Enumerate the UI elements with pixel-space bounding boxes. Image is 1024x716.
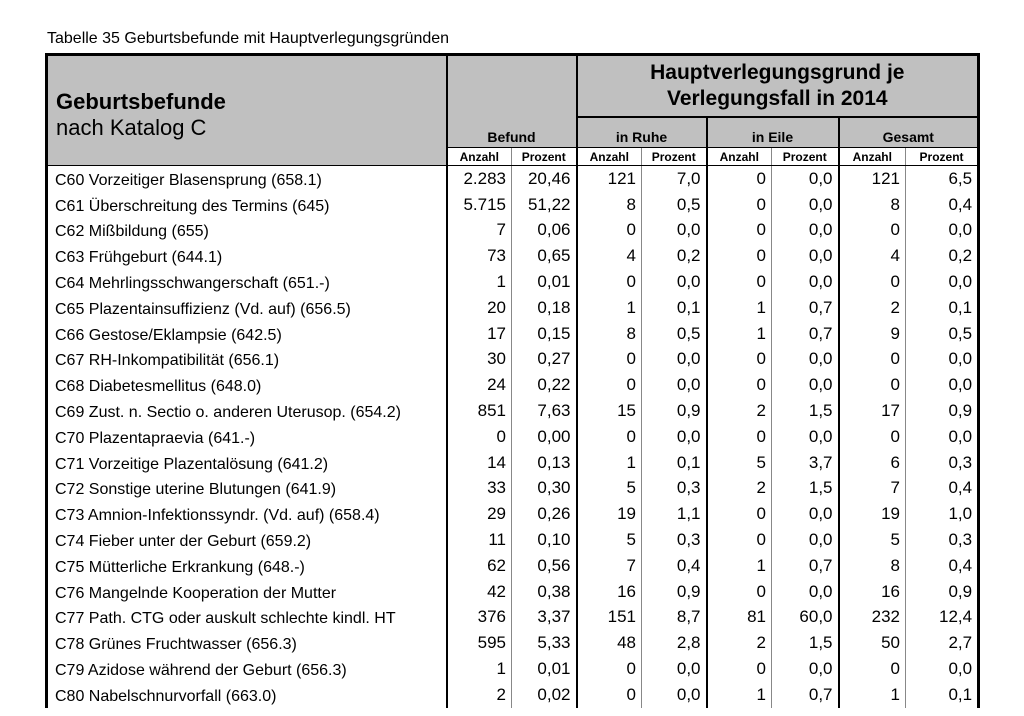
- befund-top-spacer: [447, 55, 577, 118]
- cell-prozent: 1,1: [642, 501, 707, 527]
- cell-prozent: 0,3: [642, 476, 707, 502]
- group-header: in Ruhe: [577, 117, 707, 148]
- cell-anzahl: 6: [839, 450, 906, 476]
- cell-prozent: 0,10: [512, 527, 577, 553]
- cell-prozent: 60,0: [772, 605, 839, 631]
- cell-anzahl: 1: [496, 272, 506, 292]
- cell-anzahl: 0: [839, 269, 906, 295]
- table-row: [47, 579, 979, 605]
- cell-anzahl: 0: [577, 347, 642, 373]
- cell-prozent: 0,0: [772, 166, 839, 192]
- sub-header-prozent: Prozent: [772, 148, 839, 166]
- cell-anzahl: 0: [577, 424, 642, 450]
- cell-anzahl: 62: [487, 555, 506, 575]
- cell-anzahl: 0: [707, 372, 772, 398]
- table-row: [47, 321, 979, 347]
- cell-anzahl: 0: [577, 372, 642, 398]
- sub-header-anzahl: Anzahl: [839, 148, 906, 166]
- cell-anzahl: 2: [707, 476, 772, 502]
- cell-anzahl: 7: [496, 220, 506, 240]
- cell-prozent: 1,5: [772, 630, 839, 656]
- cell-anzahl: 73: [487, 246, 506, 266]
- cell-anzahl: 19: [577, 501, 642, 527]
- cell-prozent: 0,38: [512, 579, 577, 605]
- cell-prozent: 0,7: [772, 553, 839, 579]
- cell-anzahl: 1: [577, 450, 642, 476]
- cell-prozent: 0,0: [642, 372, 707, 398]
- table-row: [47, 243, 979, 269]
- cell-anzahl: 0: [707, 166, 772, 192]
- row-label: C69 Zust. n. Sectio o. anderen Uterusop. (654.2): [47, 398, 447, 424]
- cell-anzahl: 1: [707, 321, 772, 347]
- table-row: [47, 656, 979, 682]
- cell-prozent: 0,7: [772, 321, 839, 347]
- cell-prozent: 0,26: [512, 501, 577, 527]
- cell-prozent: 0,3: [642, 527, 707, 553]
- group-header: Befund: [447, 117, 577, 148]
- cell-prozent: 0,30: [512, 476, 577, 502]
- table-row: [47, 682, 979, 708]
- cell-prozent: 0,0: [772, 527, 839, 553]
- cell-anzahl: 0: [707, 656, 772, 682]
- table-row: [47, 501, 979, 527]
- cell-anzahl: 17: [839, 398, 906, 424]
- cell-prozent: 7,63: [512, 398, 577, 424]
- cell-prozent: 12,4: [906, 605, 979, 631]
- cell-prozent: 0,2: [906, 243, 979, 269]
- cell-prozent: 0,7: [772, 295, 839, 321]
- cell-prozent: 0,1: [906, 682, 979, 708]
- cell-prozent: 6,5: [906, 166, 979, 192]
- cell-anzahl: 19: [839, 501, 906, 527]
- cell-anzahl: 0: [577, 269, 642, 295]
- row-label: C79 Azidose während der Geburt (656.3): [47, 656, 447, 682]
- cell-prozent: 8,7: [642, 605, 707, 631]
- cell-prozent: 1,5: [772, 398, 839, 424]
- cell-anzahl: 232: [839, 605, 906, 631]
- cell-prozent: 0,4: [906, 192, 979, 218]
- row-header-title: Geburtsbefunde: [56, 89, 226, 114]
- cell-prozent: 0,9: [642, 398, 707, 424]
- cell-anzahl: 0: [839, 656, 906, 682]
- cell-anzahl: 0: [707, 218, 772, 244]
- table-body: [47, 166, 979, 708]
- cell-anzahl: 16: [839, 579, 906, 605]
- cell-anzahl: 0: [707, 269, 772, 295]
- cell-anzahl: 8: [577, 192, 642, 218]
- cell-prozent: 0,27: [512, 347, 577, 373]
- row-label: C61 Überschreitung des Termins (645): [47, 192, 447, 218]
- cell-prozent: 2,8: [642, 630, 707, 656]
- cell-anzahl: 2: [839, 295, 906, 321]
- cell-prozent: 0,0: [906, 218, 979, 244]
- cell-anzahl: 2: [707, 630, 772, 656]
- cell-anzahl: 5: [839, 527, 906, 553]
- cell-anzahl: 8: [839, 192, 906, 218]
- cell-anzahl: 595: [477, 633, 506, 653]
- cell-prozent: 0,22: [512, 372, 577, 398]
- cell-prozent: 0,15: [512, 321, 577, 347]
- cell-prozent: 2,7: [906, 630, 979, 656]
- cell-prozent: 0,1: [642, 295, 707, 321]
- cell-prozent: 0,9: [906, 398, 979, 424]
- cell-anzahl: 24: [487, 375, 506, 395]
- cell-prozent: 0,0: [906, 269, 979, 295]
- cell-anzahl: 0: [707, 527, 772, 553]
- cell-anzahl: 81: [707, 605, 772, 631]
- row-label: C77 Path. CTG oder auskult schlechte kindl. HT: [47, 605, 447, 631]
- row-label: C62 Mißbildung (655): [47, 218, 447, 244]
- cell-prozent: 0,0: [642, 269, 707, 295]
- cell-prozent: 0,3: [906, 450, 979, 476]
- cell-prozent: 3,7: [772, 450, 839, 476]
- cell-anzahl: 4: [577, 243, 642, 269]
- cell-anzahl: 11: [488, 530, 506, 550]
- main-title-line2: Verlegungsfall in 2014: [666, 87, 888, 110]
- cell-prozent: 0,65: [512, 243, 577, 269]
- cell-anzahl: 5: [707, 450, 772, 476]
- table-row: [47, 218, 979, 244]
- cell-anzahl: 1: [707, 295, 772, 321]
- cell-anzahl: 0: [577, 218, 642, 244]
- cell-anzahl: 15: [577, 398, 642, 424]
- cell-anzahl: 0: [577, 682, 642, 708]
- cell-prozent: 0,0: [772, 579, 839, 605]
- cell-anzahl: 5.715: [463, 194, 506, 214]
- cell-prozent: 7,0: [642, 166, 707, 192]
- cell-prozent: 0,5: [642, 192, 707, 218]
- cell-anzahl: 0: [707, 501, 772, 527]
- data-table: [45, 53, 980, 708]
- cell-prozent: 20,46: [512, 166, 577, 192]
- row-label: C76 Mangelnde Kooperation der Mutter: [47, 579, 447, 605]
- row-label: C70 Plazentapraevia (641.-): [47, 424, 447, 450]
- cell-anzahl: 17: [487, 323, 506, 343]
- row-label: C60 Vorzeitiger Blasensprung (658.1): [47, 166, 447, 192]
- cell-prozent: 0,9: [642, 579, 707, 605]
- table-row: [47, 269, 979, 295]
- cell-prozent: 0,3: [906, 527, 979, 553]
- cell-prozent: 0,0: [906, 347, 979, 373]
- cell-anzahl: 1: [707, 682, 772, 708]
- group-header: Gesamt: [839, 117, 979, 148]
- cell-anzahl: 50: [839, 630, 906, 656]
- row-header-subtitle: nach Katalog C: [56, 115, 207, 140]
- cell-prozent: 0,7: [772, 682, 839, 708]
- table-row: [47, 347, 979, 373]
- cell-anzahl: 0: [839, 372, 906, 398]
- cell-anzahl: 151: [577, 605, 642, 631]
- cell-prozent: 0,0: [642, 656, 707, 682]
- cell-prozent: 0,0: [772, 424, 839, 450]
- cell-prozent: 0,56: [512, 553, 577, 579]
- cell-prozent: 0,0: [772, 218, 839, 244]
- cell-prozent: 0,0: [772, 656, 839, 682]
- cell-anzahl: 5: [577, 527, 642, 553]
- cell-anzahl: 42: [487, 581, 506, 601]
- cell-prozent: 0,0: [772, 269, 839, 295]
- cell-anzahl: 29: [487, 504, 506, 524]
- main-title: [577, 55, 979, 118]
- cell-anzahl: 2.283: [463, 168, 506, 188]
- cell-anzahl: 2: [496, 684, 506, 704]
- cell-prozent: 0,0: [772, 372, 839, 398]
- cell-prozent: 0,0: [642, 424, 707, 450]
- cell-prozent: 3,37: [512, 605, 577, 631]
- cell-prozent: 0,1: [642, 450, 707, 476]
- cell-anzahl: 0: [707, 192, 772, 218]
- row-label: C66 Gestose/Eklampsie (642.5): [47, 321, 447, 347]
- cell-anzahl: 1: [577, 295, 642, 321]
- sub-header-anzahl: Anzahl: [577, 148, 642, 166]
- cell-prozent: 0,18: [512, 295, 577, 321]
- table-caption: Tabelle 35 Geburtsbefunde mit Hauptverlegungsgründen: [47, 30, 450, 47]
- cell-prozent: 0,01: [512, 656, 577, 682]
- row-label: C68 Diabetesmellitus (648.0): [47, 372, 447, 398]
- cell-prozent: 0,06: [512, 218, 577, 244]
- cell-anzahl: 0: [707, 347, 772, 373]
- cell-anzahl: 14: [487, 452, 506, 472]
- row-label: C78 Grünes Fruchtwasser (656.3): [47, 630, 447, 656]
- cell-anzahl: 8: [839, 553, 906, 579]
- table-row: [47, 476, 979, 502]
- group-header: in Eile: [707, 117, 839, 148]
- cell-prozent: 0,02: [512, 682, 577, 708]
- cell-anzahl: 851: [477, 401, 506, 421]
- row-label: C74 Fieber unter der Geburt (659.2): [47, 527, 447, 553]
- cell-prozent: 0,01: [512, 269, 577, 295]
- cell-anzahl: 0: [577, 656, 642, 682]
- table-row: [47, 630, 979, 656]
- cell-anzahl: 16: [577, 579, 642, 605]
- cell-prozent: 51,22: [512, 192, 577, 218]
- cell-prozent: 0,1: [906, 295, 979, 321]
- row-label: C73 Amnion-Infektionssyndr. (Vd. auf) (658.4): [47, 501, 447, 527]
- table-row: [47, 605, 979, 631]
- sub-header-prozent: Prozent: [512, 148, 577, 166]
- cell-anzahl: 1: [707, 553, 772, 579]
- sub-header-prozent: Prozent: [642, 148, 707, 166]
- row-header: [47, 55, 447, 166]
- cell-anzahl: 121: [577, 166, 642, 192]
- cell-anzahl: 0: [839, 347, 906, 373]
- cell-prozent: 0,4: [906, 476, 979, 502]
- table-row: [47, 192, 979, 218]
- table-row: [47, 553, 979, 579]
- cell-anzahl: 5: [577, 476, 642, 502]
- table-row: [47, 166, 979, 192]
- cell-anzahl: 1: [839, 682, 906, 708]
- cell-anzahl: 33: [487, 478, 506, 498]
- cell-anzahl: 0: [707, 424, 772, 450]
- cell-prozent: 0,0: [642, 347, 707, 373]
- cell-prozent: 0,0: [906, 424, 979, 450]
- row-label: C63 Frühgeburt (644.1): [47, 243, 447, 269]
- cell-anzahl: 7: [839, 476, 906, 502]
- cell-prozent: 0,5: [642, 321, 707, 347]
- cell-prozent: 0,2: [642, 243, 707, 269]
- cell-prozent: 0,0: [906, 372, 979, 398]
- sub-header-anzahl: Anzahl: [707, 148, 772, 166]
- row-label: C80 Nabelschnurvorfall (663.0): [47, 682, 447, 708]
- cell-anzahl: 0: [707, 243, 772, 269]
- row-label: C65 Plazentainsuffizienz (Vd. auf) (656.5): [47, 295, 447, 321]
- row-label: C64 Mehrlingsschwangerschaft (651.-): [47, 269, 447, 295]
- cell-anzahl: 30: [487, 349, 506, 369]
- table-row: [47, 372, 979, 398]
- row-label: C67 RH-Inkompatibilität (656.1): [47, 347, 447, 373]
- cell-anzahl: 0: [496, 426, 506, 446]
- cell-prozent: 0,4: [906, 553, 979, 579]
- cell-prozent: 0,0: [772, 192, 839, 218]
- sub-header-prozent: Prozent: [906, 148, 979, 166]
- row-label: C71 Vorzeitige Plazentalösung (641.2): [47, 450, 447, 476]
- table-row: [47, 398, 979, 424]
- cell-anzahl: 7: [577, 553, 642, 579]
- cell-prozent: 0,0: [772, 243, 839, 269]
- cell-prozent: 0,9: [906, 579, 979, 605]
- table-row: [47, 450, 979, 476]
- cell-anzahl: 8: [577, 321, 642, 347]
- cell-anzahl: 4: [839, 243, 906, 269]
- cell-anzahl: 376: [477, 607, 506, 627]
- cell-prozent: 1,0: [906, 501, 979, 527]
- cell-anzahl: 48: [577, 630, 642, 656]
- cell-anzahl: 9: [839, 321, 906, 347]
- table-row: [47, 424, 979, 450]
- cell-prozent: 0,0: [772, 501, 839, 527]
- cell-prozent: 0,5: [906, 321, 979, 347]
- cell-anzahl: 2: [707, 398, 772, 424]
- cell-anzahl: 1: [496, 659, 506, 679]
- row-label: C72 Sonstige uterine Blutungen (641.9): [47, 476, 447, 502]
- cell-anzahl: 20: [487, 297, 506, 317]
- cell-prozent: 0,00: [512, 424, 577, 450]
- table-row: [47, 295, 979, 321]
- cell-prozent: 0,0: [642, 682, 707, 708]
- cell-anzahl: 0: [707, 579, 772, 605]
- cell-prozent: 0,4: [642, 553, 707, 579]
- table-row: [47, 527, 979, 553]
- cell-prozent: 0,13: [512, 450, 577, 476]
- cell-prozent: 0,0: [906, 656, 979, 682]
- sub-header-anzahl: Anzahl: [447, 148, 512, 166]
- cell-prozent: 0,0: [772, 347, 839, 373]
- cell-anzahl: 121: [839, 166, 906, 192]
- cell-prozent: 0,0: [642, 218, 707, 244]
- cell-anzahl: 0: [839, 424, 906, 450]
- cell-anzahl: 0: [839, 218, 906, 244]
- cell-prozent: 1,5: [772, 476, 839, 502]
- row-label: C75 Mütterliche Erkrankung (648.-): [47, 553, 447, 579]
- main-title-line1: Hauptverlegungsgrund je: [650, 61, 905, 84]
- cell-prozent: 5,33: [512, 630, 577, 656]
